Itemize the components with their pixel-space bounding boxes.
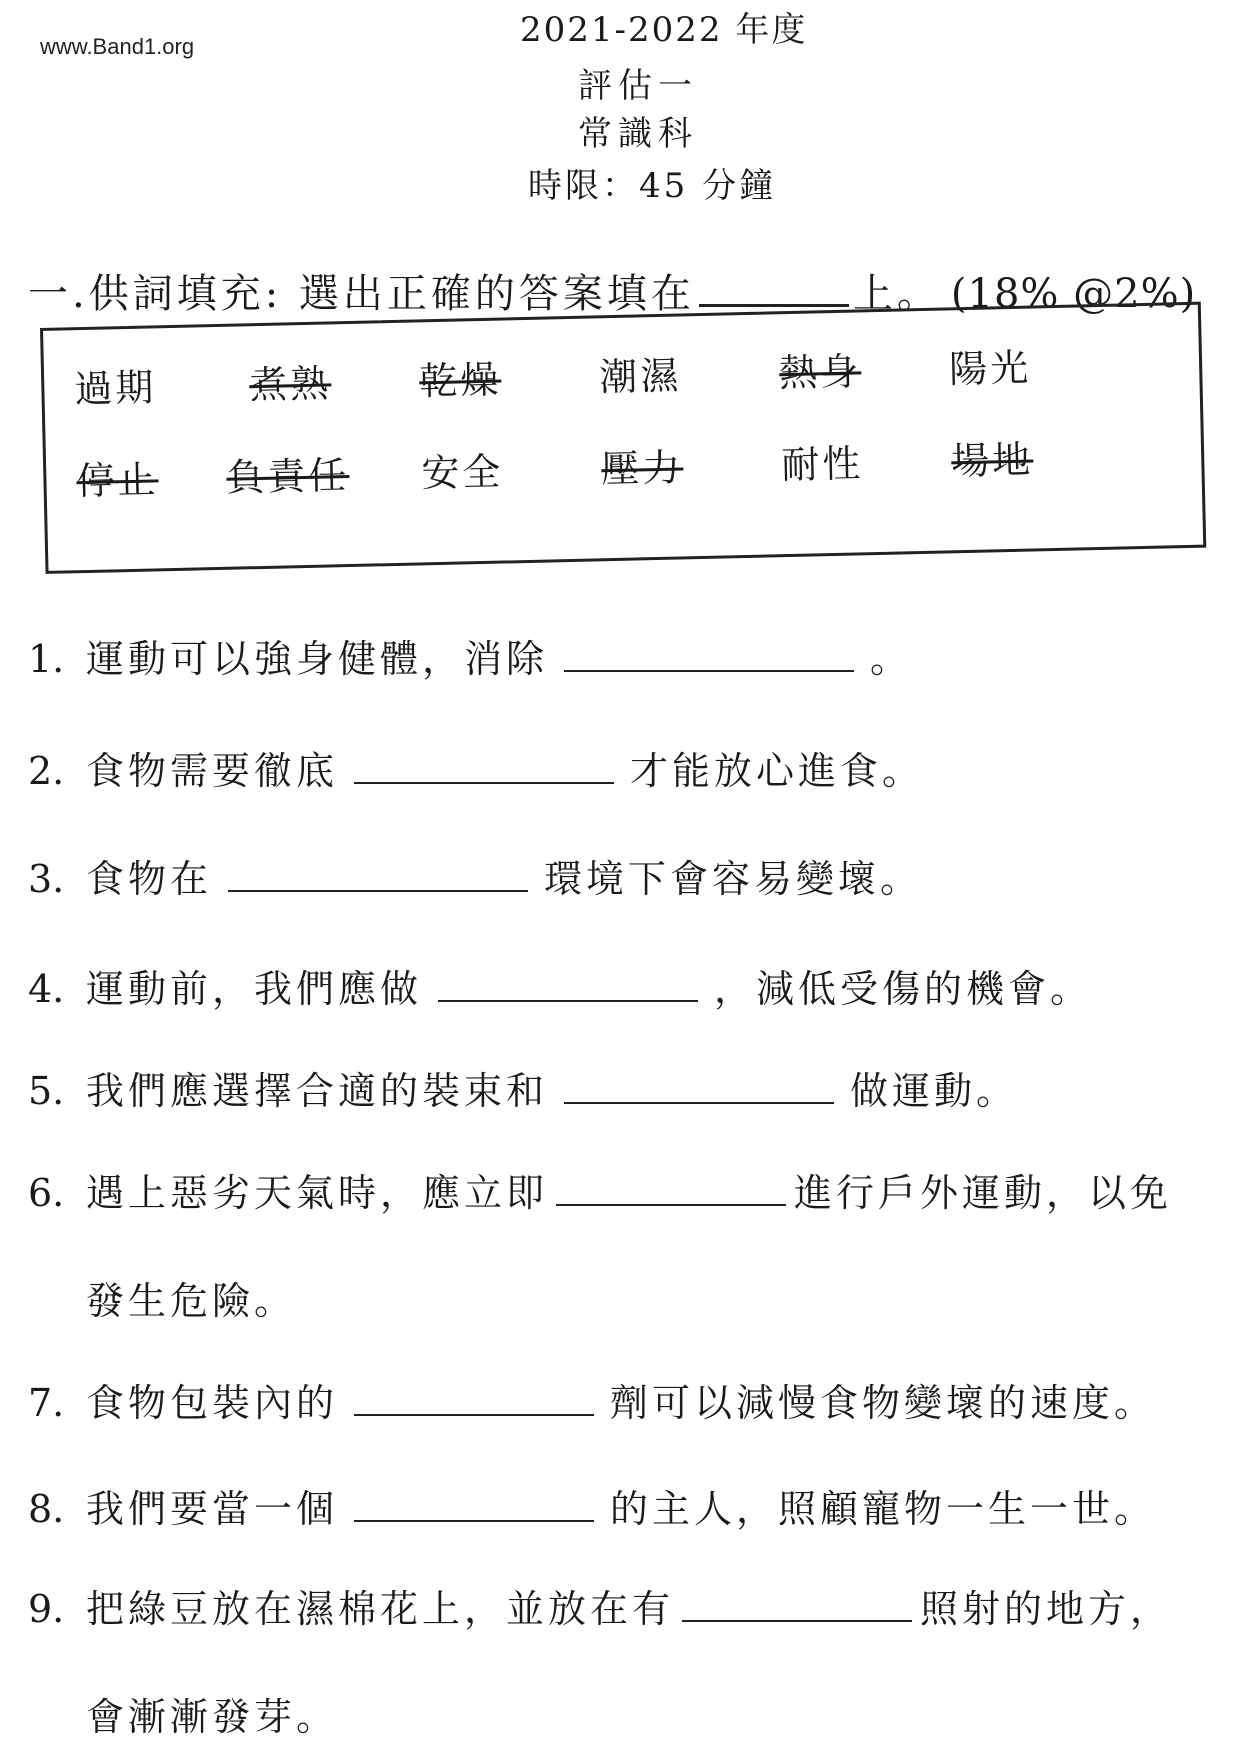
question-text-after: ，減低受傷的機會。: [714, 967, 1093, 1011]
word-bank-item: 陽光: [948, 345, 1032, 392]
section-title: 一.供詞填充: 選出正確的答案填在: [28, 271, 695, 317]
question-4: [28, 958, 1092, 1013]
question-text-after: 照射的地方，: [920, 1587, 1173, 1631]
answer-blank[interactable]: [354, 756, 614, 784]
section-title-suffix: 上。: [852, 271, 941, 317]
question-6-continuation: 發生危險。: [86, 1279, 297, 1323]
question-text-after: 環境下會容易變壞。: [544, 857, 923, 901]
word-bank-item: 場地: [950, 437, 1034, 484]
question-text: 把綠豆放在濕棉花上，並放在有: [86, 1587, 675, 1631]
question-text: 食物在: [86, 857, 213, 901]
question-2: [28, 740, 924, 795]
question-6: [28, 1162, 1172, 1217]
question-8: [28, 1478, 1156, 1533]
question-number: 6.: [28, 1171, 65, 1215]
question-number: 2.: [28, 749, 65, 793]
question-text: 食物需要徹底: [86, 749, 339, 793]
word-bank-item: 停止: [75, 457, 159, 504]
question-number: 9.: [28, 1587, 65, 1631]
word-bank-item: 壓力: [600, 445, 684, 492]
question-text-after: 才能放心進食。: [630, 749, 925, 793]
time-limit: 時限：45 分鐘: [528, 166, 777, 206]
word-bank-item: 乾燥: [418, 357, 502, 404]
answer-blank[interactable]: [556, 1178, 786, 1206]
question-5: [28, 1060, 1018, 1115]
answer-blank[interactable]: [354, 1494, 594, 1522]
word-bank-item: 安全: [420, 449, 504, 496]
word-bank-item: 過期: [73, 365, 157, 412]
watermark: www.Band1.org: [40, 34, 195, 59]
assessment-title: 評估一: [578, 66, 698, 106]
answer-blank[interactable]: [564, 1076, 834, 1104]
question-1: [28, 628, 912, 683]
question-9-continuation: 會漸漸發芽。: [86, 1695, 339, 1739]
question-3: [28, 848, 922, 903]
answer-blank[interactable]: [564, 644, 854, 672]
question-text-after: 的主人，照顧寵物一生一世。: [610, 1487, 1157, 1531]
word-bank-item: 潮濕: [598, 353, 682, 400]
example-blank: [699, 274, 849, 307]
question-text: 運動前，我們應做: [86, 967, 423, 1011]
question-number: 8.: [28, 1487, 65, 1531]
answer-blank[interactable]: [354, 1388, 594, 1416]
word-bank: [40, 302, 1206, 574]
question-number: 5.: [28, 1069, 65, 1113]
question-text-after: 。: [870, 637, 913, 681]
question-text: 我們要當一個: [86, 1487, 339, 1531]
word-bank-item: 煮熟: [248, 361, 332, 408]
question-number: 3.: [28, 857, 65, 901]
question-text: 遇上惡劣天氣時，應立即: [86, 1171, 549, 1215]
question-text-after: 劑可以減慢食物變壞的速度。: [610, 1381, 1157, 1425]
question-7: [28, 1372, 1156, 1427]
question-number: 7.: [28, 1381, 65, 1425]
answer-blank[interactable]: [682, 1594, 912, 1622]
question-number: 1.: [28, 637, 65, 681]
question-text: 我們應選擇合適的裝束和: [86, 1069, 549, 1113]
question-number: 4.: [28, 967, 65, 1011]
answer-blank[interactable]: [228, 864, 528, 892]
question-9: [28, 1578, 1172, 1633]
question-text-after: 做運動。: [850, 1069, 1019, 1113]
section-marks: (18% @2%): [950, 271, 1197, 317]
question-text: 運動可以強身健體，消除: [86, 637, 549, 681]
subject-title: 常識科: [578, 114, 698, 154]
answer-blank[interactable]: [438, 974, 698, 1002]
word-bank-item: 熱身: [778, 349, 862, 396]
question-text: 食物包裝內的: [86, 1381, 339, 1425]
school-year: 2021-2022 年度: [520, 10, 808, 50]
question-text-after: 進行戶外運動，以免: [794, 1171, 1173, 1215]
word-bank-item: 負責任: [225, 453, 350, 500]
word-bank-item: 耐性: [780, 441, 864, 488]
